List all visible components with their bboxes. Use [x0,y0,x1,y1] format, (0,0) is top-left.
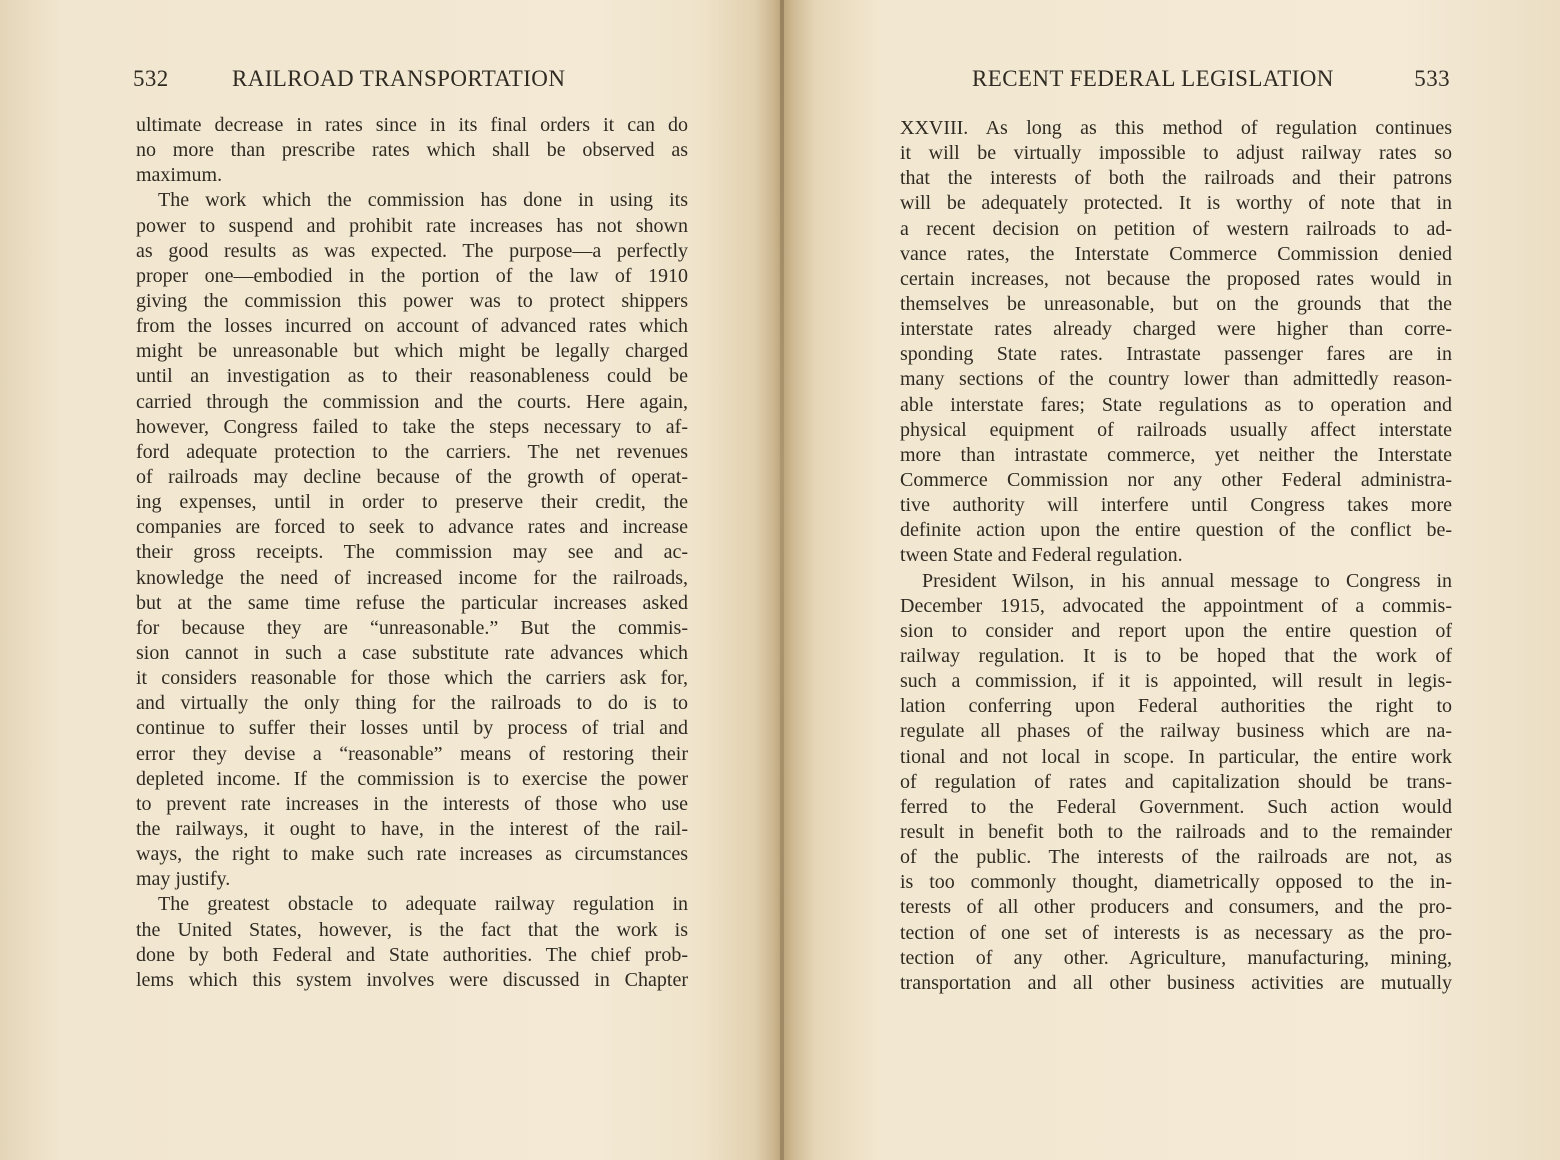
text-line: able interstate fares; State regulations as to operation and [900,393,1452,416]
text-line: regulate all phases of the railway business which are na- [900,720,1452,743]
text-line: ultimate decrease in rates since in its final orders it can do [136,114,688,136]
text-line: Commerce Commission nor any other Federal administra- [900,468,1452,491]
text-line: giving the commission this power was to protect shippers [136,289,688,312]
text-line: ways, the right to make such rate increases as circumstances [136,843,688,866]
right-page [784,0,1560,1160]
text-line: that the interests of both the railroads and their patrons [900,167,1452,190]
text-line: to prevent rate increases in the interests of those who use [136,792,688,815]
text-line: it considers reasonable for those which the carriers ask for, [136,667,688,690]
text-line: definite action upon the entire question of the conflict be- [900,519,1452,542]
text-line: the United States, however, is the fact that the work is [136,918,688,941]
text-line: ford adequate protection to the carriers. The net revenues [136,440,688,463]
text-line: error they devise a “reasonable” means of restoring their [136,742,688,765]
text-line: interstate rates already charged were higher than corre- [900,318,1452,341]
text-line: but at the same time refuse the particular increases asked [136,591,688,614]
text-line: such a commission, if it is appointed, will result in legis- [900,670,1452,693]
text-line: themselves be unreasonable, but on the grounds that the [900,292,1452,315]
left-running-header [133,64,693,94]
text-line: proper one—embodied in the portion of the law of 1910 [136,264,688,287]
text-line: as good results as was expected. The purpose—a perfectly [136,239,688,262]
right-page-number: 533 [1414,66,1450,91]
text-line: transportation and all other business activities are mutually [900,971,1452,994]
text-line: companies are forced to seek to advance rates and increase [136,516,688,539]
text-line: tive authority will interfere until Congress takes more [900,494,1452,517]
text-line: vance rates, the Interstate Commerce Commission denied [900,242,1452,265]
text-line: lation conferring upon Federal authorities the right to [900,695,1452,718]
text-line: done by both Federal and State authorities. The chief prob- [136,943,688,966]
text-line: continue to suffer their losses until by process of trial and [136,717,688,740]
text-line: railway regulation. It is to be hoped that the work of [900,644,1452,667]
text-line: might be unreasonable but which might be legally charged [136,340,688,363]
text-line: of railroads may decline because of the growth of operat- [136,465,688,488]
right-running-head: RECENT FEDERAL LEGISLATION [972,66,1334,91]
text-line: certain increases, not because the proposed rates would in [900,267,1452,290]
text-line: it will be virtually impossible to adjust railway rates so [900,142,1452,165]
text-line: no more than prescribe rates which shall be observed as [136,139,688,162]
text-line: lems which this system involves were discussed in Chapter [136,968,688,991]
text-line: the railways, it ought to have, in the interest of the rail- [136,817,688,840]
text-line: result in benefit both to the railroads and to the remainder [900,820,1452,843]
text-line: President Wilson, in his annual message to Congress in [922,569,1452,592]
text-line: tection of one set of interests is as necessary as the pro- [900,921,1452,944]
text-line: tional and not local in scope. In particular, the entire work [900,745,1452,768]
text-line: of the public. The interests of the railroads are not, as [900,846,1452,869]
text-line: sion cannot in such a case substitute rate advances which [136,641,688,664]
text-line: sponding State rates. Intrastate passenger fares are in [900,343,1452,366]
text-line: from the losses incurred on account of advanced rates which [136,315,688,338]
text-line: will be adequately protected. It is worthy of note that in [900,192,1452,215]
text-line: is too commonly thought, diametrically opposed to the in- [900,871,1452,894]
text-line: their gross receipts. The commission may see and ac- [136,541,688,564]
text-line: more than intrastate commerce, yet neither the Interstate [900,443,1452,466]
text-line: until an investigation as to their reasonableness could be [136,365,688,388]
text-line: carried through the commission and the courts. Here again, [136,390,688,413]
text-line: The greatest obstacle to adequate railway regulation in [158,893,688,916]
text-line: knowledge the need of increased income for the railroads, [136,566,688,589]
text-line: physical equipment of railroads usually affect interstate [900,418,1452,441]
text-line: December 1915, advocated the appointment of a commis- [900,594,1452,617]
text-line: terests of all other producers and consumers, and the pro- [900,896,1452,919]
left-running-head: RAILROAD TRANSPORTATION [232,66,566,91]
left-page-body [136,113,688,993]
text-line: maximum. [136,164,223,187]
text-line: may justify. [136,868,231,891]
text-line: for because they are “unreasonable.” But the commis- [136,616,688,639]
text-line: XXVIII. As long as this method of regulation continues [900,117,1452,139]
text-line: tween State and Federal regulation. [900,544,1183,567]
text-line: and virtually the only thing for the railroads to do is to [136,692,688,715]
text-line: depleted income. If the commission is to exercise the power [136,767,688,790]
text-line: ferred to the Federal Government. Such action would [900,795,1452,818]
text-line: The work which the commission has done in using its [158,189,688,212]
left-page-number: 532 [133,66,169,91]
text-line: many sections of the country lower than admittedly reason- [900,368,1452,391]
text-line: of regulation of rates and capitalization should be trans- [900,770,1452,793]
text-line: a recent decision on petition of western railroads to ad- [900,217,1452,240]
text-line: tection of any other. Agriculture, manufacturing, mining, [900,946,1452,969]
text-line: ing expenses, until in order to preserve their credit, the [136,491,688,514]
text-line: sion to consider and report upon the entire question of [900,619,1452,642]
right-page-body [900,116,1452,996]
text-line: however, Congress failed to take the steps necessary to af- [136,415,688,438]
text-line: power to suspend and prohibit rate increases has not shown [136,214,688,237]
right-running-header [972,64,1450,94]
